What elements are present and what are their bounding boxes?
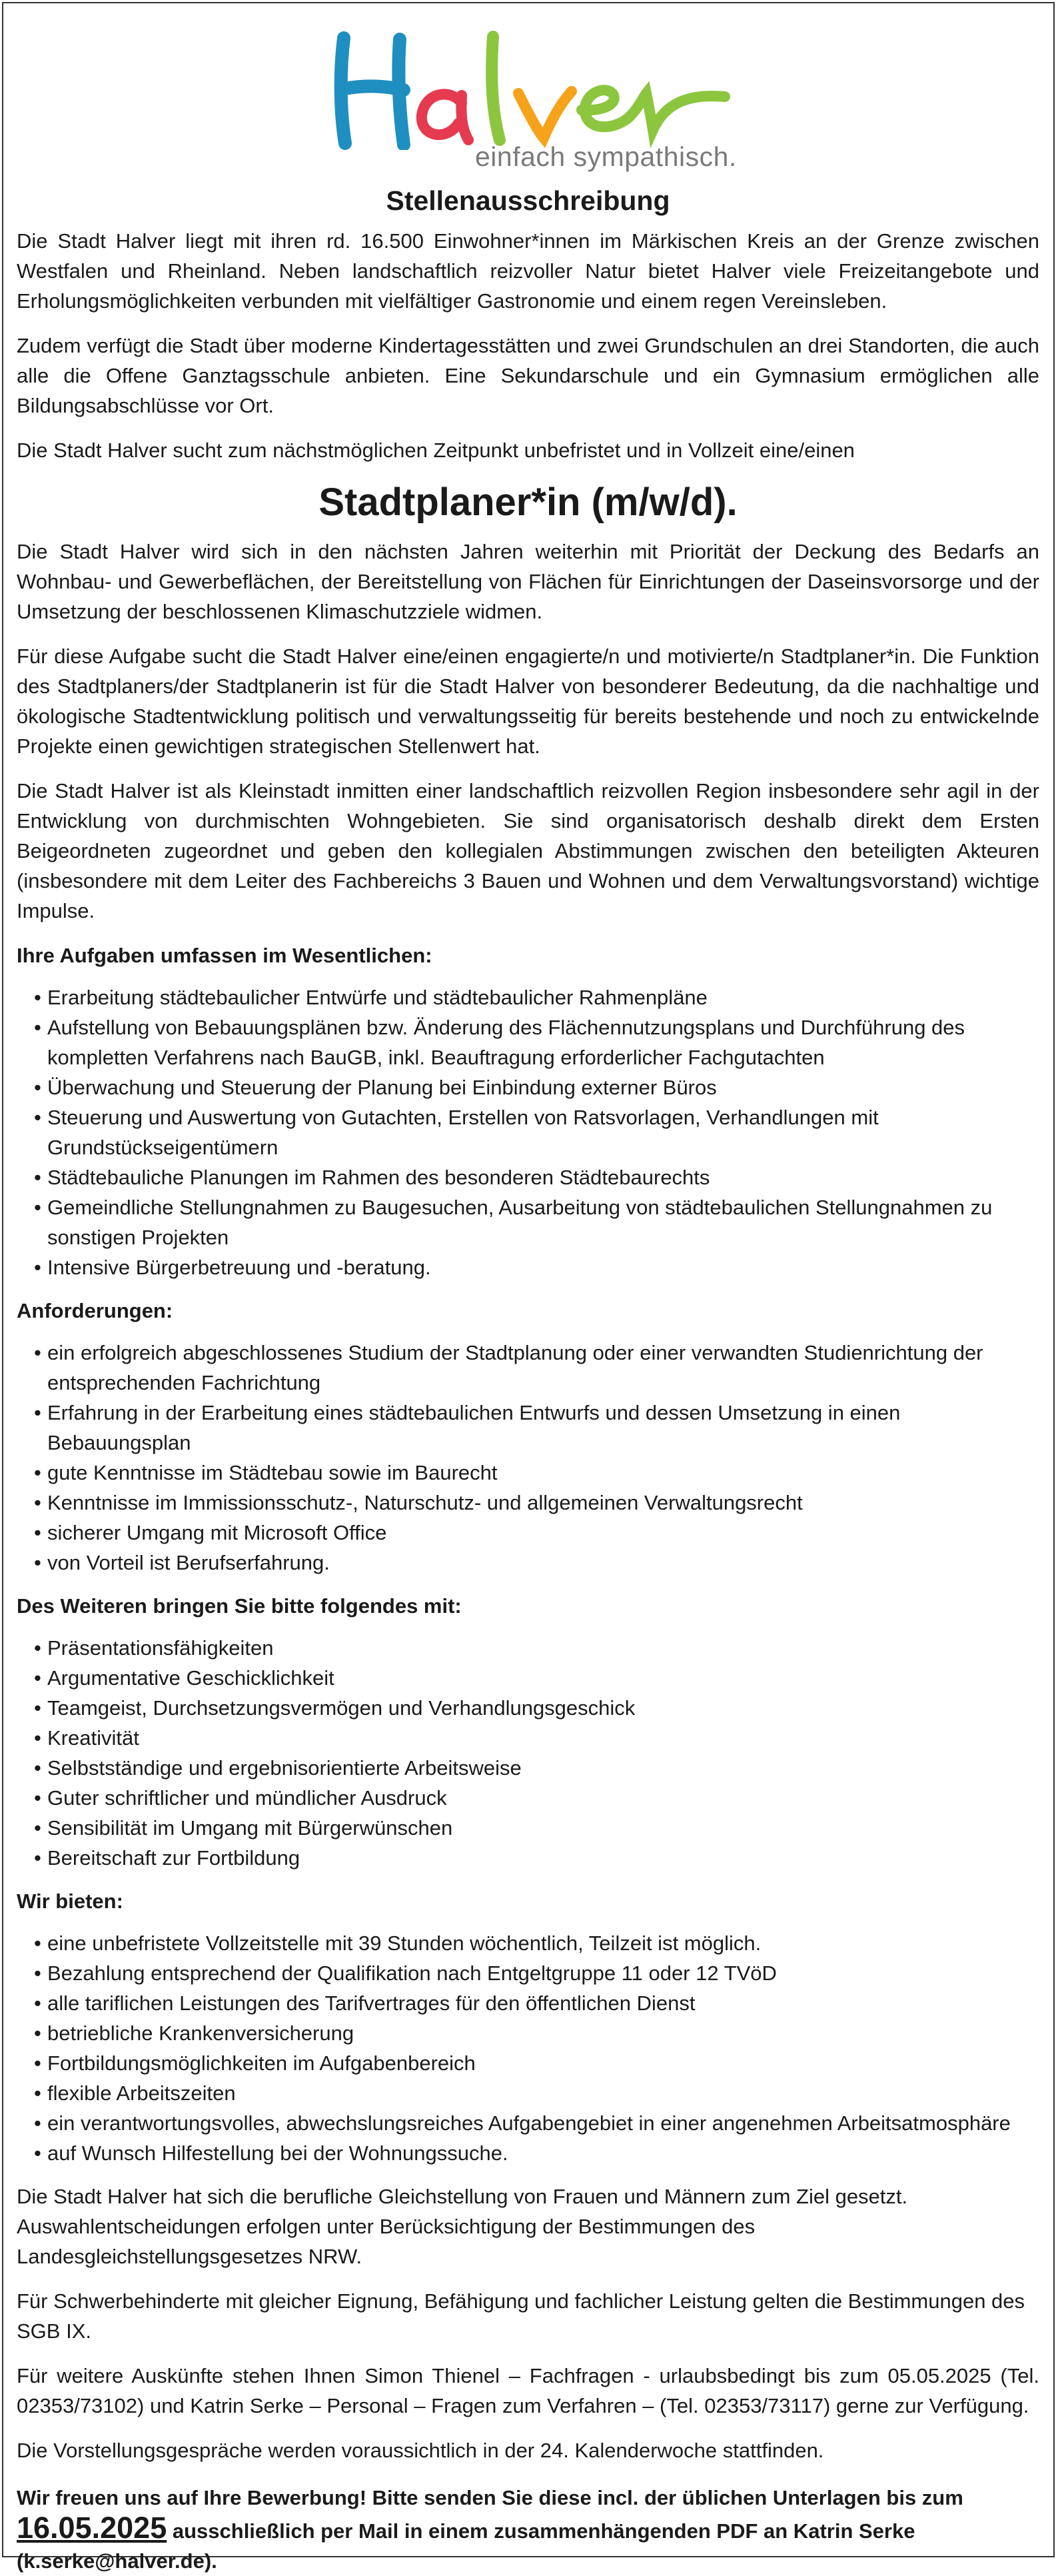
description-paragraph: Für diese Aufgabe sucht die Stadt Halver eine/einen engagierte/n und motivierte/n Stadtplaner*in. Die Funktion des Stadtplaners/der Stadtplanerin ist für die Stadt Halver von besonderer Bedeutung, da die nachhaltige und ökologische Stadtentwicklung politisch und verwaltungsseitig für bereits bestehende und noch zu entwickelnde Projekte einen gewichtigen strategischen Stellenwert hat. — [17, 644, 1039, 758]
application-call-text: Wir freuen uns auf Ihre Bewerbung! Bitte senden Sie diese incl. der üblichen Unterlagen bis zum — [17, 2486, 963, 2509]
list-item: • Argumentative Geschicklichkeit — [47, 1663, 1039, 1693]
intro-paragraph: Die Stadt Halver sucht zum nächstmöglichen Zeitpunkt unbefristet und in Vollzeit eine/einen — [17, 439, 855, 462]
offer-list — [17, 1928, 1039, 2168]
intro-paragraph: Die Stadt Halver liegt mit ihren rd. 16.500 Einwohner*innen im Märkischen Kreis an der Grenze zwischen Westfalen und Rheinland. Neben landschaftlich reizvoller Natur bietet Halver viele Freizeitangebote und Erholungsmöglichkeiten verbunden mit vielfältiger Gastronomie und einem regen Vereinsleben. — [17, 229, 1039, 313]
list-item: • Intensive Bürgerbetreuung und -beratung. — [47, 1252, 1039, 1282]
section-title-skills: Des Weiteren bringen Sie bitte folgendes mit: — [17, 1594, 462, 1618]
list-item: • Teamgeist, Durchsetzungsvermögen und Verhandlungsgeschick — [47, 1693, 1039, 1723]
list-item: • Bereitschaft zur Fortbildung — [47, 1843, 1039, 1873]
description-paragraph: Die Stadt Halver ist als Kleinstadt inmitten einer landschaftlich reizvollen Region insbesondere sehr agil in der Entwicklung von durchmischten Wohngebieten. Sie sind organisatorisch deshalb direkt dem Ersten Beigeordneten zugeordnet und geben den kollegialen Abstimmungen zwischen den beteiligten Akteuren (insbesondere mit dem Leiter des Fachbereichs 3 Bauen und Wohnen und dem Verwaltungsvorstand) wichtige Impulse. — [17, 779, 1039, 922]
list-item: • Erarbeitung städtebaulicher Entwürfe und städtebaulicher Rahmenpläne — [47, 982, 1039, 1012]
section-title-tasks: Ihre Aufgaben umfassen im Wesentlichen: — [17, 944, 432, 967]
list-item: • eine unbefristete Vollzeitstelle mit 39 Stunden wöchentlich, Teilzeit ist möglich. — [47, 1928, 1039, 1958]
list-item: • Aufstellung von Bebauungsplänen bzw. Änderung des Flächennutzungsplans und Durchführung des kompletten Verfahrens nach BauGB, inkl. Beauftragung erforderlicher Fachgutachten — [47, 1012, 1039, 1072]
list-item: • Sensibilität im Umgang mit Bürgerwünschen — [47, 1813, 1039, 1843]
list-item: • Gemeindliche Stellungnahmen zu Baugesuchen, Ausarbeitung von städtebaulichen Stellungnahmen zu sonstigen Projekten — [47, 1192, 1039, 1252]
list-item: • gute Kenntnisse im Städtebau sowie im Baurecht — [47, 1458, 1039, 1488]
section-title-offer: Wir bieten: — [17, 1890, 123, 1913]
list-item: • sicherer Umgang mit Microsoft Office — [47, 1518, 1039, 1548]
logo-tagline: einfach sympathisch. — [475, 141, 737, 172]
list-item: • Präsentationsfähigkeiten — [47, 1633, 1039, 1663]
list-item: • betriebliche Krankenversicherung — [47, 2018, 1039, 2048]
closing-paragraph: Die Vorstellungsgespräche werden voraussichtlich in der 24. Kalenderwoche stattfinden. — [17, 2439, 824, 2462]
halver-logo — [325, 30, 738, 183]
posting-heading: Stellenausschreibung — [386, 185, 670, 216]
list-item: • Bezahlung entsprechend der Qualifikation nach Entgeltgruppe 11 oder 12 TVöD — [47, 1958, 1039, 1988]
deadline-date: 16.05.2025 — [17, 2511, 167, 2545]
job-posting — [17, 185, 1039, 2576]
list-item: • ein verantwortungsvolles, abwechslungsreiches Aufgabengebiet in einer angenehmen Arbeitsatmosphäre — [47, 2108, 1039, 2138]
job-title: Stadtplaner*in (m/w/d). — [318, 481, 738, 524]
section-title-requirements: Anforderungen: — [17, 1299, 173, 1322]
list-item: • Steuerung und Auswertung von Gutachten, Erstellen von Ratsvorlagen, Verhandlungen mit Grundstückseigentümern — [47, 1102, 1039, 1162]
application-call — [17, 2483, 1039, 2576]
contact-email[interactable]: (k.serke@halver.de). — [17, 2549, 217, 2573]
list-item: • Kenntnisse im Immissionsschutz-, Naturschutz- und allgemeinen Verwaltungsrecht — [47, 1488, 1039, 1518]
intro-paragraph: Zudem verfügt die Stadt über moderne Kindertagesstätten und zwei Grundschulen an drei Standorten, die auch alle die Offene Ganztagsschule anbieten. Eine Sekundarschule und ein Gymnasium ermöglichen alle Bildungsabschlüsse vor Ort. — [17, 334, 1039, 417]
requirements-list — [17, 1338, 1039, 1578]
description-paragraph: Die Stadt Halver wird sich in den nächsten Jahren weiterhin mit Priorität der Deckung des Bedarfs an Wohnbau- und Gewerbeflächen, der Bereitstellung von Flächen für Einrichtungen der Daseinsvorsorge und der Umsetzung der beschlossenen Klimaschutzziele widmen. — [17, 540, 1039, 623]
list-item: • ein erfolgreich abgeschlossenes Studium der Stadtplanung oder einer verwandten Studienrichtung der entsprechenden Fachrichtung — [47, 1338, 1039, 1398]
list-item: • von Vorteil ist Berufserfahrung. — [47, 1548, 1039, 1578]
list-item: • flexible Arbeitszeiten — [47, 2078, 1039, 2108]
halver-logo-graphic — [325, 30, 738, 150]
list-item: • Selbstständige und ergebnisorientierte Arbeitsweise — [47, 1753, 1039, 1783]
tasks-list — [17, 982, 1039, 1282]
closing-paragraph: Für weitere Auskünfte stehen Ihnen Simon Thienel – Fachfragen - urlaubsbedingt bis zum 05.05.2025 (Tel. 02353/73102) und Katrin Serke – Personal – Fragen zum Verfahren – (Tel. 02353/73117) gerne zur Verfügung. — [17, 2364, 1039, 2417]
list-item: • alle tariflichen Leistungen des Tarifvertrages für den öffentlichen Dienst — [47, 1988, 1039, 2018]
list-item: • Erfahrung in der Erarbeitung eines städtebaulichen Entwurfs und dessen Umsetzung in einen Bebauungsplan — [47, 1398, 1039, 1458]
list-item: • Fortbildungsmöglichkeiten im Aufgabenbereich — [47, 2048, 1039, 2078]
list-item: • Überwachung und Steuerung der Planung bei Einbindung externer Büros — [47, 1072, 1039, 1102]
list-item: • Guter schriftlicher und mündlicher Ausdruck — [47, 1783, 1039, 1813]
list-item: • Städtebauliche Planungen im Rahmen des besonderen Städtebaurechts — [47, 1162, 1039, 1192]
closing-paragraph: Die Stadt Halver hat sich die berufliche Gleichstellung von Frauen und Männern zum Ziel gesetzt. Auswahlentscheidungen erfolgen unter Berücksichtigung der Bestimmungen des Landesgleichstellungsgesetzes NRW. — [17, 2185, 908, 2268]
list-item: • auf Wunsch Hilfestellung bei der Wohnungssuche. — [47, 2138, 1039, 2168]
application-call-text: ausschließlich per Mail in einem zusammenhängenden PDF an Katrin Serke — [172, 2519, 915, 2543]
closing-paragraph: Für Schwerbehinderte mit gleicher Eignung, Befähigung und fachlicher Leistung gelten die Bestimmungen des SGB IX. — [17, 2289, 1025, 2343]
skills-list — [17, 1633, 1039, 1873]
list-item: • Kreativität — [47, 1723, 1039, 1753]
